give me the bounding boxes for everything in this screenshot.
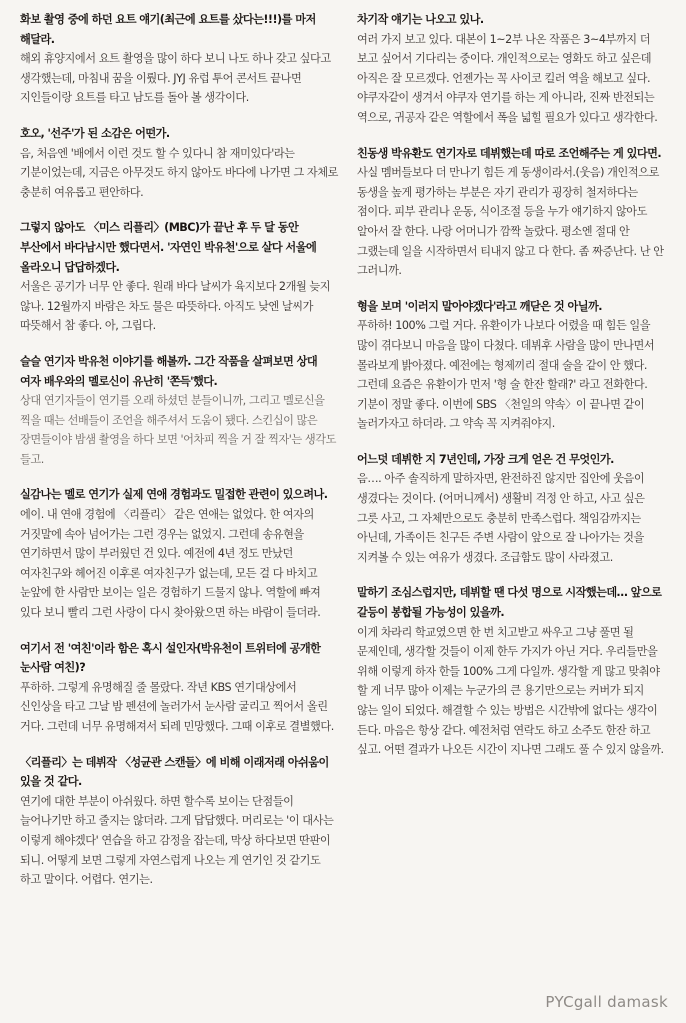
left-column bbox=[20, 10, 338, 906]
qa-block bbox=[20, 218, 338, 336]
interview-question: 〈리플리〉는 데뷔작 〈성균관 스캔들〉에 비해 이래저래 아쉬움이 있을 것 같다. bbox=[20, 755, 329, 789]
interview-answer: 해외 휴양지에서 요트 촬영을 많이 하다 보니 나도 하나 갖고 싶다고 생각했는데, 마침내 꿈을 이뤘다. JYJ 유럽 투어 콘서트 끝나면 지인들이랑 요트를 타고 남도를 돌아 볼 생각이다. bbox=[20, 52, 331, 105]
interview-question: 차기작 얘기는 나오고 있나. bbox=[357, 13, 484, 26]
interview-question: 화보 촬영 중에 하던 요트 얘기(최근에 요트를 샀다는!!!)를 마저 해달라. bbox=[20, 13, 316, 46]
interview-answer: 여러 가지 보고 있다. 대본이 1~2부 나온 작품은 3~4부까지 더 보고 싶어서 기다리는 중이다. 개인적으로는 영화도 하고 싶은데 아직은 잘 모르겠다. 언젠가는 꼭 사이코 킬러 역을 해보고 싶다. 야쿠자같이 생겨서 야쿠자 연기를 하는 게 아니라, 진짜 반전되는 역으로, 귀공자 같은 역할에서 폭을 넓힐 필요가 있다고 생각한다. bbox=[357, 32, 658, 124]
qa-block bbox=[20, 124, 338, 202]
interview-question: 실감나는 멜로 연기가 실제 연애 경험과도 밀접한 관련이 있으려나. bbox=[20, 488, 328, 502]
interview-answer: 푸하하. 그렇게 유명해질 줄 몰랐다. 작년 KBS 연기대상에서 신인상을 타고 그날 밤 펜션에 놀러가서 눈사람 굴리고 찍어서 올린 거다. 그런데 너무 유명해져서 되레 민망했다. 그때 이후로 결별했다. bbox=[20, 680, 334, 733]
interview-answer: 사실 멤버들보다 더 만나기 힘든 게 동생이라서.(웃음) 개인적으로 동생을 높게 평가하는 부분은 자기 관리가 굉장히 철저하다는 점이다. 피부 관리나 운동, 식이조절 등을 누가 얘기하지 않아도 알아서 잘 한다. 나랑 어머니가 깜짝 놀랐다. 평소엔 절대 안 그랬는데 일을 시작하면서 티내지 않고 다 한다. 좀 짜증난다. 난 안 그러니까. bbox=[357, 166, 664, 278]
interview-question: 그렇지 않아도 〈미스 리플리〉(MBC)가 끝난 후 두 달 동안 부산에서 바다남시만 했다면서. '자연인 박유천'으로 살다 서울에 올라오니 답답하겠다. bbox=[20, 221, 317, 274]
interview-answer: 음…. 아주 솔직하게 말하자면, 완전하진 않지만 집안에 웃음이 생겼다는 것이다. (어머니께서) 생활비 걱정 안 하고, 사고 싶은 그릇 사고, 그 자체만으로도 충분히 만족스럽다. 책임감까지는 아닌데, 가족이든 친구든 주변 사람이 앞으로 잘 나아가는 것을 지켜볼 수 있는 여유가 생겼다. 조급함도 많이 사라졌고. bbox=[357, 472, 645, 564]
qa-block bbox=[20, 485, 338, 622]
interview-answer: 푸하하! 100% 그럴 거다. 유환이가 나보다 어렸을 때 힘든 일을 많이 겪다보니 마음을 많이 다쳤다. 데뷔후 사람을 많이 만나면서 몰라보게 밝아졌다. 예전에는 형제끼리 절대 술을 같이 안 했다. 그런데 요즘은 유환이가 먼저 '형 술 한잔 할래?' 라고 전화한다. 기분이 정말 좋다. 이번에 SBS 〈천일의 약속〉이 끝나면 같이 놀러가자고 하더라. 그 약속 꼭 지켜줘야지. bbox=[357, 319, 655, 431]
qa-block bbox=[20, 753, 338, 890]
interview-answer: 서울은 공기가 너무 안 좋다. 원래 바다 날씨가 육지보다 2개월 늦지 않나. 12월까지 바람은 차도 물은 따뜻하다. 아직도 낮엔 날씨가 따뜻해서 참 좋다. 아, 그립다. bbox=[20, 280, 331, 333]
interview-question: 호오, '선주'가 된 소감은 어떤가. bbox=[20, 126, 170, 140]
interview-answer: 이게 차라리 학교였으면 한 번 치고받고 싸우고 그냥 풀면 될 문제인데, 생각할 것들이 이제 한두 가지가 아닌 거다. 우리들만을 위해 이렇게 하자 한들 100% 그게 다일까. 생각할 게 많고 맞춰야 할 게 너무 많아 이제는 누군가의 큰 용기만으로는 커버가 되지 않는 일이 되었다. 해결할 수 있는 방법은 시간밖에 없다는 생각이 든다. 마음은 항상 같다. 예전처럼 연락도 하고 소주도 한잔 하고 싶고. 어떤 결과가 나오든 시간이 지나면 그래도 풀 수 있지 않을까. bbox=[357, 625, 664, 757]
interview-question: 친동생 박유환도 연기자로 데뷔했는데 따로 조언해주는 게 있다면. bbox=[357, 146, 662, 160]
qa-block bbox=[357, 583, 667, 759]
interview-question: 슬슬 연기자 박유천 이야기를 해볼까. 그간 작품을 살펴보면 상대 여자 배우와의 멜로신이 유난히 '쫀득'했다. bbox=[20, 354, 318, 388]
interview-question: 형을 보며 '이러지 말아야겠다'라고 깨닫은 것 아닐까. bbox=[357, 299, 602, 313]
qa-block bbox=[20, 352, 338, 470]
interview-answer: 연기에 대한 부분이 아쉬웠다. 하면 할수록 보이는 단점들이 늘어나기만 하고 줄지는 않더라. 그게 답답했다. 머리로는 '이 대사는 이렇게 해야겠다' 연습을 하고 감정을 잡는데, 막상 하다보면 딴판이 되니. 어떻게 보면 그렇게 자연스럽게 나오는 게 연기인 것 같기도 하고 말이다. 어렵다. 연기는. bbox=[20, 794, 334, 887]
interview-answer: 에이. 내 연애 경험에 〈리플리〉 같은 연애는 없었다. 한 여자의 거짓말에 속아 넘어가는 그런 경우는 없었지. 그런데 송유현을 연기하면서 많이 부러웠던 건 있다. 예전에 4년 정도 만났던 여자친구와 헤어진 이후론 여자친구가 없는데, 모든 걸 다 바치고 눈앞에 한 사람만 보이는 일은 경험하기 드물지 않나. 역할에 빠져 있다 보니 빨리 그런 사랑이 다시 찾아왔으면 하는 바람이 들더라. bbox=[20, 508, 321, 620]
qa-block bbox=[357, 450, 667, 568]
right-column bbox=[357, 10, 667, 776]
interview-question: 어느덧 데뷔한 지 7년인데, 가장 크게 얻은 건 무엇인가. bbox=[357, 452, 614, 466]
qa-block bbox=[357, 297, 667, 434]
qa-block bbox=[357, 10, 667, 128]
qa-block bbox=[20, 639, 338, 737]
interview-question: 말하기 조심스럽지만, 데뷔할 땐 다섯 명으로 시작했는데… 앞으로 갈등이 봉합될 가능성이 있을까. bbox=[357, 586, 662, 620]
qa-block bbox=[20, 10, 338, 108]
interview-question: 여기서 전 '여친'이라 함은 혹시 설인자(박유천이 트위터에 공개한 눈사람 여친)? bbox=[20, 641, 321, 675]
interview-answer: 상대 연기자들이 연기를 오래 하셨던 분들이니까, 그리고 멜로신을 찍을 때는 선배들이 조언을 해주셔서 도움이 됐다. 스킨십이 많은 장면들이야 밤샘 촬영을 하다 보면 '어차피 찍을 거 잘 찍자'는 생각도 들고. bbox=[20, 394, 336, 466]
watermark: PYCgall damask bbox=[545, 993, 668, 1011]
qa-block bbox=[357, 144, 667, 281]
interview-answer: 음, 처음엔 '배에서 이런 것도 할 수 있다니 참 재미있다'라는 기분이었는데, 지금은 아무것도 하지 않아도 바다에 나가면 그 자체로 충분히 여유롭고 편안하다. bbox=[20, 146, 338, 199]
